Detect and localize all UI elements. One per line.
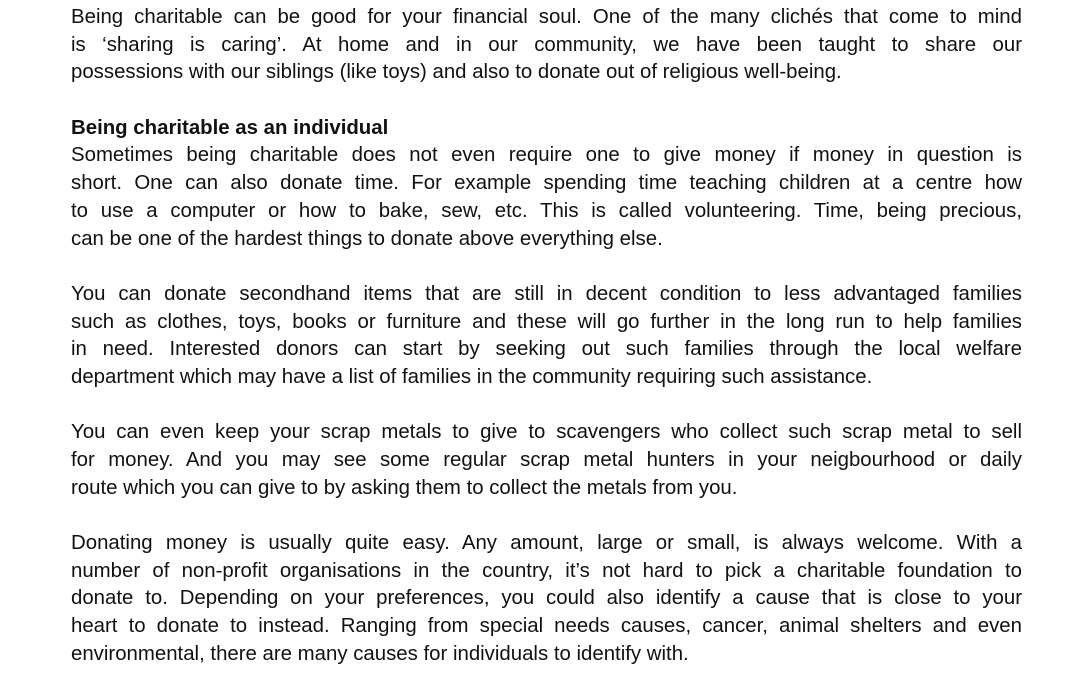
text-line: You can donate secondhand items that are still in decent condition to less advantaged families xyxy=(71,282,1022,305)
text-line: possessions with our siblings (like toys) and also to donate out of religious well-being. xyxy=(71,61,842,84)
text-line: department which may have a list of families in the community requiring such assistance. xyxy=(71,365,873,388)
text-line: route which you can give to by asking them to collect the metals from you. xyxy=(71,476,738,499)
text-line: can be one of the hardest things to donate above everything else. xyxy=(71,227,663,250)
text-line: donate to. Depending on your preferences, you could also identify a cause that is close to your xyxy=(71,587,1022,610)
paragraph-donating-money xyxy=(71,530,1022,668)
document-page xyxy=(71,4,1022,696)
text-line: environmental, there are many causes for individuals to identify with. xyxy=(71,642,689,665)
paragraph-scrap-metal xyxy=(71,419,1022,502)
text-line: Being charitable can be good for your financial soul. One of the many clichés that come to mind xyxy=(71,6,1022,28)
text-line: such as clothes, toys, books or furniture and these will go further in the long run to help families xyxy=(71,310,1022,333)
text-line: in need. Interested donors can start by seeking out such families through the local welfare xyxy=(71,338,1022,361)
text-line: short. One can also donate time. For example spending time teaching children at a centre how xyxy=(71,172,1022,195)
paragraph-secondhand-items xyxy=(71,281,1022,392)
section-heading: Being charitable as an individual xyxy=(71,116,389,139)
paragraph-intro xyxy=(71,4,1022,87)
text-line: Sometimes being charitable does not even require one to give money if money in question is xyxy=(71,144,1022,167)
text-line: You can even keep your scrap metals to give to scavengers who collect such scrap metal to sell xyxy=(71,421,1022,444)
paragraph-individual xyxy=(71,115,1022,253)
text-line: is ‘sharing is caring’. At home and in our community, we have been taught to share our xyxy=(71,33,1022,56)
text-line: to use a computer or how to bake, sew, etc. This is called volunteering. Time, being precious, xyxy=(71,199,1022,222)
text-line: Donating money is usually quite easy. Any amount, large or small, is always welcome. With a xyxy=(71,532,1022,555)
text-line: number of non-profit organisations in the country, it’s not hard to pick a charitable foundation to xyxy=(71,559,1022,582)
text-line: heart to donate to instead. Ranging from special needs causes, cancer, animal shelters and even xyxy=(71,615,1022,638)
text-line: for money. And you may see some regular scrap metal hunters in your neigbourhood or daily xyxy=(71,449,1022,471)
